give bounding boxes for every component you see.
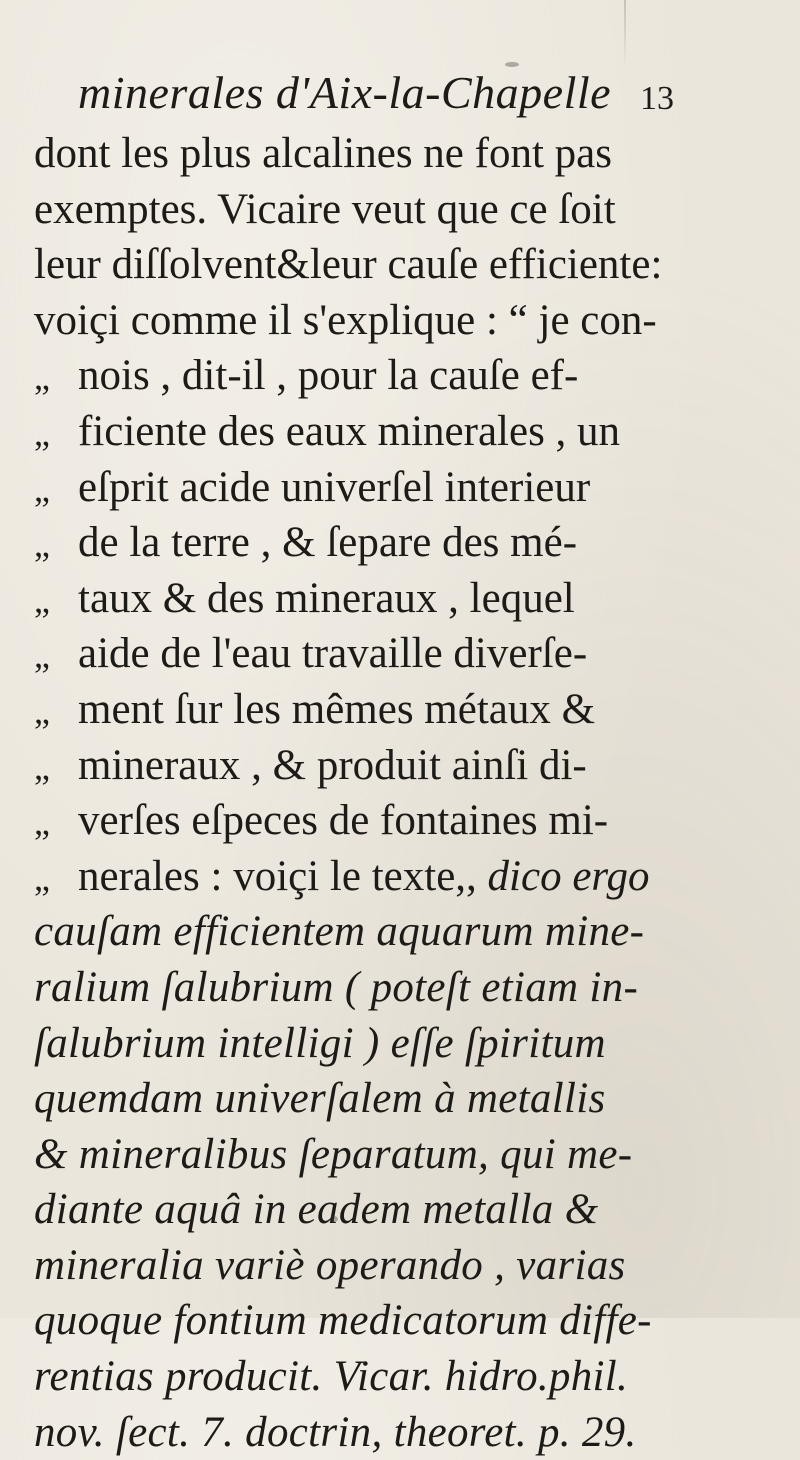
text-line — [34, 571, 774, 627]
line-text: nois , dit-il , pour la cauſe ef- — [78, 352, 579, 400]
page-number: 13 — [640, 80, 674, 117]
body-text — [34, 126, 774, 1460]
text-line — [34, 1238, 774, 1294]
line-text: voiçi comme il s'explique : “ je con- — [34, 296, 657, 344]
text-line — [34, 904, 774, 960]
text-line — [34, 1016, 774, 1072]
line-text: diante aquâ in eadem metalla & — [34, 1186, 599, 1234]
text-line — [34, 1293, 774, 1349]
text-line — [34, 404, 774, 460]
line-text: exemptes. Vicaire veut que ce ſoit — [34, 185, 616, 233]
line-text: nerales : voiçi le texte,, — [78, 852, 477, 900]
ink-speck — [330, 1216, 338, 1222]
ink-speck — [505, 62, 519, 67]
text-line — [34, 293, 774, 349]
quotation-mark: „ — [34, 412, 50, 453]
line-text: ſalubrium intelligi ) eſſe ſpiritum — [34, 1019, 606, 1067]
text-line — [34, 849, 774, 905]
text-line — [34, 738, 774, 794]
quotation-mark: „ — [34, 579, 50, 620]
quotation-mark: „ — [34, 635, 50, 676]
line-text: cauſam efficientem aquarum mine- — [34, 908, 645, 956]
line-text: de la terre , & ſepare des mé- — [78, 519, 578, 567]
running-title: minerales d'Aix-la-Chapelle — [78, 67, 612, 118]
latin-quote-start: dico ergo — [487, 852, 650, 900]
quotation-mark: „ — [34, 746, 50, 787]
text-line — [34, 126, 774, 182]
quotation-mark: „ — [34, 802, 50, 843]
text-line — [34, 682, 774, 738]
text-line — [34, 182, 774, 238]
quotation-mark: „ — [34, 357, 50, 398]
text-line — [34, 348, 774, 404]
line-text: mineralia variè operando , varias — [34, 1241, 626, 1289]
line-text: rentias producit. Vicar. hidro.phil. — [34, 1353, 629, 1401]
line-text: leur diſſolvent&leur cauſe efficiente: — [34, 241, 663, 289]
line-text: quemdam univerſalem à metallis — [34, 1075, 606, 1123]
text-line — [34, 460, 774, 516]
text-line — [34, 237, 774, 293]
line-text: ralium ſalubrium ( poteſt etiam in- — [34, 963, 639, 1011]
text-line — [34, 1182, 774, 1238]
text-line — [34, 515, 774, 571]
line-text: ment ſur les mêmes métaux & — [78, 685, 596, 733]
text-line — [34, 1127, 774, 1183]
text-line — [34, 793, 774, 849]
quotation-mark: „ — [34, 524, 50, 565]
line-text: nov. ſect. 7. doctrin, theoret. p. 29. — [34, 1408, 637, 1456]
line-text: ficiente des eaux minerales , un — [78, 407, 621, 455]
line-text: quoque fontium medicatorum diffe- — [34, 1297, 652, 1345]
text-line — [34, 626, 774, 682]
quotation-mark: „ — [34, 690, 50, 731]
quotation-mark: „ — [34, 857, 50, 898]
line-text: mineraux , & produit ainſi di- — [78, 741, 587, 789]
line-text: & mineralibus ſeparatum, qui me- — [34, 1130, 633, 1178]
text-line — [34, 1071, 774, 1127]
text-line — [34, 1349, 774, 1405]
line-text: verſes eſpeces de fontaines mi- — [78, 797, 609, 845]
text-line — [34, 960, 774, 1016]
quotation-mark: „ — [34, 468, 50, 509]
text-line — [34, 1405, 774, 1460]
line-text: eſprit acide univerſel interieur — [78, 463, 591, 511]
line-text: taux & des mineraux , lequel — [78, 574, 575, 622]
page-header — [78, 58, 758, 128]
line-text: aide de l'eau travaille diverſe- — [78, 630, 588, 678]
line-text: dont les plus alcalines ne font pas — [34, 130, 612, 177]
